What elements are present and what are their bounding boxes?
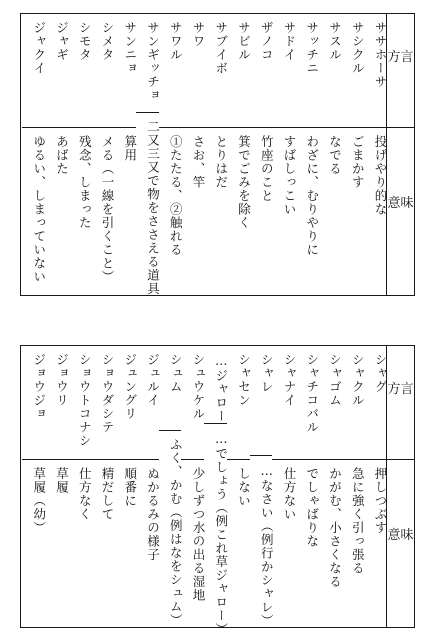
meaning-text: 草履 [45, 459, 68, 627]
meaning-text: 順番に [113, 459, 136, 627]
meaning-text: でしゃばりな [295, 459, 318, 627]
dialect-word: サビル [236, 21, 252, 62]
dialect-word: サンギッチョ [145, 21, 161, 102]
meaning-text: さお、竿 [181, 127, 204, 295]
meaning-text: 急に強く引っ張る [341, 459, 364, 627]
table-row [159, 14, 182, 295]
meaning-text: 投げやり的な [363, 127, 386, 295]
meaning-text: 箕でごみを除く [227, 127, 250, 295]
table-row [250, 346, 273, 627]
dialect-word: サスル [327, 21, 343, 62]
table-row [227, 14, 250, 295]
meaning-text: なでる [318, 127, 341, 295]
table-row [136, 14, 159, 295]
dialect-word: ショウトコナシ [77, 353, 93, 448]
table-row [295, 346, 318, 627]
meaning-text: ふく、かむ（例はなをシュム） [159, 430, 182, 627]
meaning-text: しない [227, 459, 250, 627]
meaning-text: 押しつぶす [363, 459, 386, 627]
table-row [318, 346, 341, 627]
dialect-word: サブイボ [213, 21, 229, 75]
table-row [113, 346, 136, 627]
dialect-word: ジョウリ [54, 353, 70, 407]
dialect-word: ジャギ [54, 21, 70, 62]
meaning-text: ごまかす [341, 127, 364, 295]
table-header [386, 14, 414, 295]
dialect-word: サシクル [350, 21, 366, 75]
dialect-table-1 [20, 13, 415, 296]
dialect-word: シャグ [373, 353, 388, 394]
dialect-word: ジョウジョ [31, 353, 47, 421]
dialect-word: シャナイ [282, 353, 297, 407]
table-row [318, 14, 341, 295]
dialect-word: シュウケル [191, 353, 206, 421]
header-dialect: 方言 [387, 382, 414, 397]
meaning-text: 残念、しまった [68, 127, 91, 295]
header-divider [387, 127, 414, 128]
table-row [45, 14, 68, 295]
dialect-word: シモタ [77, 21, 93, 62]
dialect-word: サワ [191, 21, 206, 48]
header-dialect: 方言 [387, 50, 414, 65]
meaning-text: …なさい（例行かシャレ） [250, 455, 273, 628]
dialect-word: ザノコ [259, 21, 275, 62]
meaning-text: 仕方なく [68, 459, 91, 627]
table-row [181, 346, 204, 627]
dialect-word: シャレ [259, 353, 275, 394]
dialect-word: シャチコバル [304, 353, 320, 434]
table-row [159, 346, 182, 627]
dialect-word: シメタ [100, 21, 115, 62]
meaning-text: すばしっこい [272, 127, 295, 295]
table-row [363, 14, 386, 295]
table-row [68, 14, 91, 295]
table-row [181, 14, 204, 295]
dialect-table-2 [20, 345, 415, 636]
dialect-word: ジュルイ [145, 353, 161, 407]
table-row [22, 346, 45, 627]
meaning-text: …でしょう（例これ草ジャロー） [204, 423, 227, 636]
table-row [68, 346, 91, 627]
table-row [45, 346, 68, 627]
table-row [90, 346, 113, 627]
table-row [204, 14, 227, 295]
table-row [363, 346, 386, 627]
meaning-text: 精だして [90, 459, 113, 627]
meaning-text: 草履（幼） [22, 459, 45, 627]
table-row [250, 14, 273, 295]
header-divider [387, 459, 414, 460]
meaning-text: 少しずつ水の出る湿地 [181, 459, 204, 627]
meaning-text: あばた [45, 127, 68, 295]
dialect-word: ショウダシテ [100, 353, 115, 434]
dialect-word: …ジャロー [213, 353, 229, 423]
meaning-text: ①たたる、②触れる [159, 127, 182, 295]
meaning-text: とりはだ [204, 127, 227, 295]
dialect-word: シャクル [350, 353, 366, 407]
table-header [386, 346, 414, 627]
table-row [272, 14, 295, 295]
dialect-word: シャセン [236, 353, 252, 407]
table-row [341, 346, 364, 627]
meaning-text: わざに、むりやりに [295, 127, 318, 295]
header-meaning: 意味 [387, 196, 414, 211]
dialect-word: サワル [168, 21, 184, 62]
table-row [341, 14, 364, 295]
table-body [21, 14, 386, 295]
dialect-word: ジュングリ [122, 353, 138, 421]
header-meaning: 意味 [387, 528, 414, 543]
meaning-text: 竹座のこと [250, 127, 273, 295]
table-row [22, 14, 45, 295]
dialect-word: ジャクイ [31, 21, 47, 75]
dialect-word: サドイ [282, 21, 297, 62]
table-body [21, 346, 388, 636]
table-row [113, 14, 136, 295]
table-row [90, 14, 113, 295]
meaning-text: 仕方ない [272, 459, 295, 627]
table-row [227, 346, 250, 627]
table-row [136, 346, 159, 627]
dialect-word: サッチニ [304, 21, 320, 75]
table-row [272, 346, 295, 627]
dialect-word: サンニョ [122, 21, 138, 75]
meaning-text: 二又三又で物をささえる道具 [136, 112, 159, 296]
dialect-word: ササホーサ [373, 21, 388, 89]
meaning-text: かがむ、小さくなる [318, 459, 341, 627]
meaning-text: 算用 [113, 127, 136, 295]
table-row [204, 346, 229, 636]
dialect-word: シュム [168, 353, 184, 394]
meaning-text: メる（一線を引くこと） [90, 127, 113, 295]
meaning-text: ぬかるみの様子 [136, 459, 159, 627]
dialect-word: シャゴム [327, 353, 343, 407]
meaning-text: ゆるい、しまっていない [22, 127, 45, 295]
table-row [295, 14, 318, 295]
